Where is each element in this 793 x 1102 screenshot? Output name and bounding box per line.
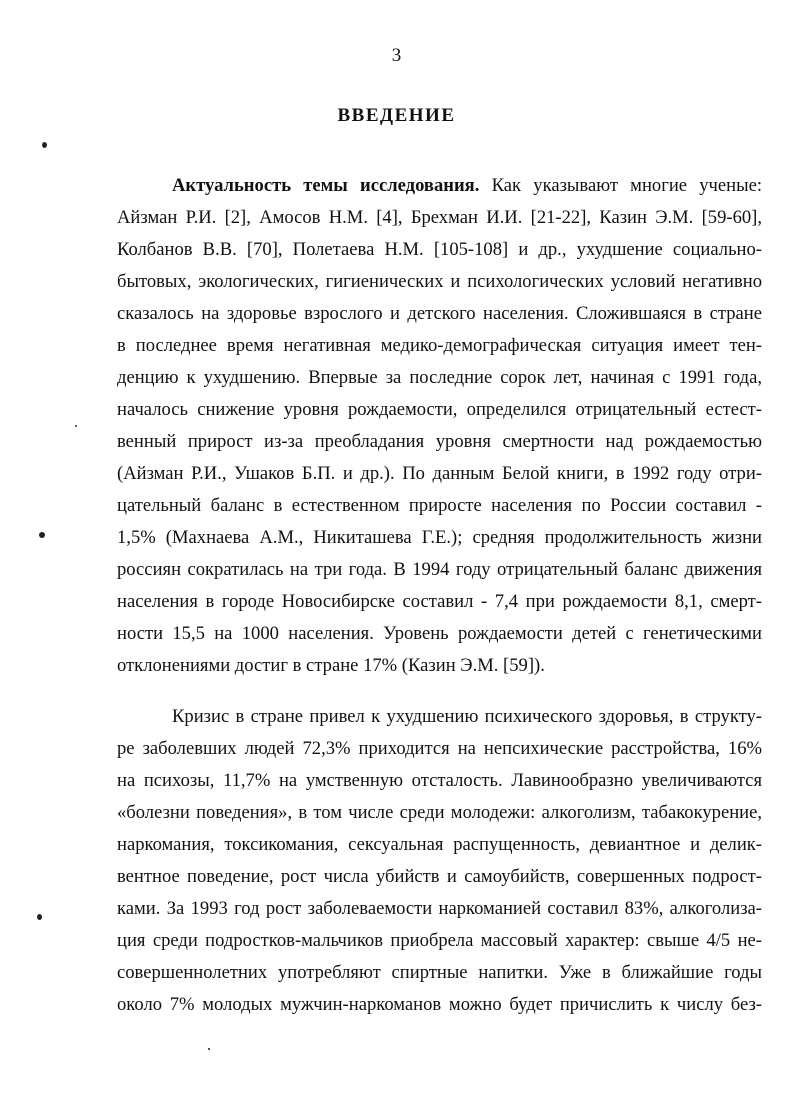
text-line: наркомания, токсикомания, сексуальная распущенность, девиантное и делик- xyxy=(117,834,762,855)
text-line: ция среди подростков-мальчиков приобрела массовый характер: свыше 4/5 не- xyxy=(117,930,762,951)
text-line-last: отклонениями достиг в стране 17% (Казин Э.М. [59]). xyxy=(117,655,545,676)
text-line: в последнее время негативная медико-демографическая ситуация имеет тен- xyxy=(117,335,762,356)
text-line: бытовых, экологических, гигиенических и психологических условий негативно xyxy=(117,271,762,292)
scan-speck xyxy=(75,425,77,427)
text-line: ками. За 1993 год рост заболеваемости наркоманией составил 83%, алкоголиза- xyxy=(117,898,762,919)
section-heading: ВВЕДЕНИЕ xyxy=(337,105,456,126)
scan-speck xyxy=(208,1048,210,1050)
scan-speck xyxy=(37,914,42,920)
scan-speck xyxy=(42,142,47,148)
text-line: вентное поведение, рост числа убийств и самоубийств, совершенных подрост- xyxy=(117,866,762,887)
text-line: на психозы, 11,7% на умственную отсталость. Лавинообразно увеличиваются xyxy=(117,770,762,791)
body-text xyxy=(117,170,762,1021)
paragraph-1-first-line xyxy=(117,170,762,202)
paragraph-lead: Актуальность темы исследования. xyxy=(172,175,480,196)
text-line: (Айзман Р.И., Ушаков Б.П. и др.). По данным Белой книги, в 1992 году отри- xyxy=(117,463,762,484)
scan-speck xyxy=(39,532,45,538)
paragraph-2-first-line: Кризис в стране привел к ухудшению психического здоровья, в структу- xyxy=(172,706,762,727)
text-line: совершеннолетних употребляют спиртные напитки. Уже в ближайшие годы xyxy=(117,962,762,983)
text-line: ности 15,5 на 1000 населения. Уровень рождаемости детей с генетическими xyxy=(117,623,762,644)
text-line: сказалось на здоровье взрослого и детского населения. Сложившаяся в стране xyxy=(117,303,762,324)
text-line: 1,5% (Махнаева А.М., Никиташева Г.Е.); средняя продолжительность жизни xyxy=(117,527,762,548)
paragraph-gap xyxy=(117,682,762,701)
text-line: Айзман Р.И. [2], Амосов Н.М. [4], Брехман И.И. [21-22], Казин Э.М. [59-60], xyxy=(117,207,762,228)
paragraph-lead-rest: Как указывают многие ученые: xyxy=(479,175,762,196)
page-number: 3 xyxy=(391,45,402,66)
text-line: около 7% молодых мужчин-наркоманов можно будет причислить к числу без- xyxy=(117,994,762,1015)
text-line: ре заболевших людей 72,3% приходится на непсихические расстройства, 16% xyxy=(117,738,762,759)
text-line: денцию к ухудшению. Впервые за последние сорок лет, начиная с 1991 года, xyxy=(117,367,762,388)
text-line: «болезни поведения», в том числе среди молодежи: алкоголизм, табакокурение, xyxy=(117,802,762,823)
text-line: Колбанов В.В. [70], Полетаева Н.М. [105-108] и др., ухудшение социально- xyxy=(117,239,762,260)
text-line: началось снижение уровня рождаемости, определился отрицательный естест- xyxy=(117,399,762,420)
text-line: населения в городе Новосибирске составил - 7,4 при рождаемости 8,1, смерт- xyxy=(117,591,762,612)
text-line: россиян сократилась на три года. В 1994 году отрицательный баланс движения xyxy=(117,559,762,580)
text-line: венный прирост из-за преобладания уровня смертности над рождаемостью xyxy=(117,431,762,452)
text-line: цательный баланс в естественном приросте населения по России составил - xyxy=(117,495,762,516)
